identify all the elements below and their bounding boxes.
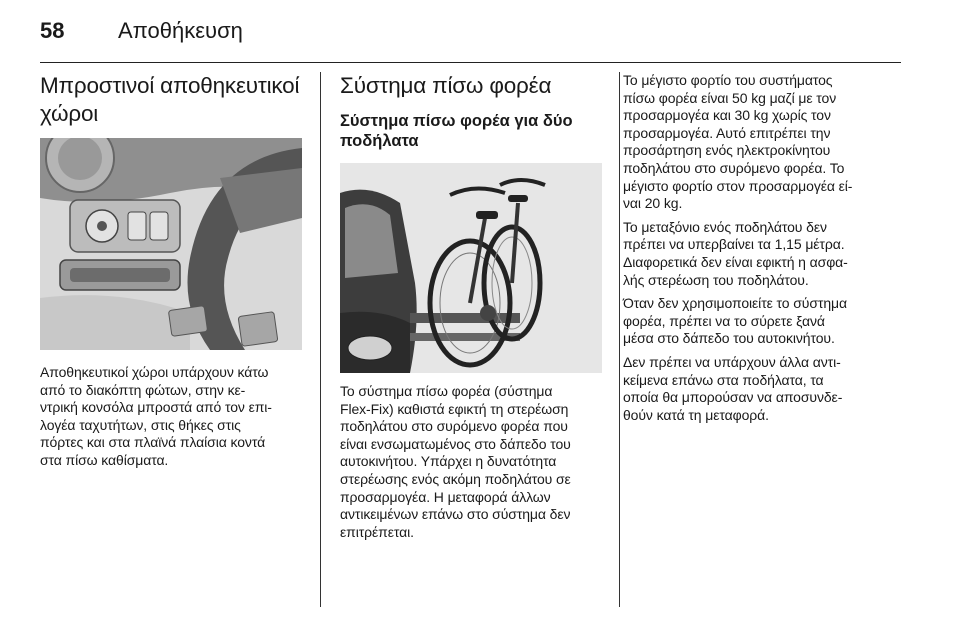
text-line: Το μεταξόνιο ενός ποδηλάτου δεν bbox=[623, 218, 827, 235]
text-line: ναι 20 kg. bbox=[623, 195, 683, 212]
column-carrier-details bbox=[623, 72, 903, 430]
text-line: φορέα, πρέπει να το σύρετε ξανά bbox=[623, 312, 825, 329]
text-line: πόρτες και στα πλαϊνά πλαίσια κοντά bbox=[40, 434, 266, 451]
text-line: κείμενα επάνω στα ποδήλατα, τα bbox=[623, 371, 824, 388]
heading-line: ποδήλατα bbox=[340, 132, 419, 150]
bike-carrier-illustration bbox=[340, 163, 602, 373]
text-line: μέσα στο δάπεδο του αυτοκινήτου. bbox=[623, 330, 835, 347]
loose-objects-paragraph bbox=[623, 354, 903, 424]
header-divider bbox=[40, 62, 901, 63]
text-line: θούν κατά τη μεταφορά. bbox=[623, 406, 769, 423]
text-line: πίσω φορέα είναι 50 kg μαζί με τον bbox=[623, 89, 837, 106]
wheelbase-paragraph bbox=[623, 219, 903, 289]
text-line: αυτοκινήτου. Υπάρχει η δυνατότητα bbox=[340, 453, 557, 470]
text-line: Διαφορετικά δεν είναι εφικτή η ασφα- bbox=[623, 253, 848, 270]
max-load-paragraph bbox=[623, 72, 903, 213]
rear-carrier-text bbox=[340, 383, 602, 541]
text-line: στερέωσης ενός ακόμη ποδηλάτου σε bbox=[340, 470, 571, 487]
front-storage-text bbox=[40, 364, 305, 470]
column-front-storage bbox=[40, 72, 305, 470]
text-line: Το μέγιστο φορτίο του συστήματος bbox=[623, 72, 833, 88]
text-line: λής στερέωση του ποδηλάτου. bbox=[623, 271, 809, 288]
page-header bbox=[40, 18, 920, 58]
running-title: Αποθήκευση bbox=[118, 18, 243, 43]
text-line: ντρική κονσόλα μπροστά από τον επι- bbox=[40, 399, 272, 416]
text-line: οποία θα μπορούσαν να αποσυνδε- bbox=[623, 389, 843, 406]
retract-paragraph bbox=[623, 295, 903, 348]
column-divider-2 bbox=[619, 72, 620, 607]
text-line: πρέπει να υπερβαίνει τα 1,15 μέτρα. bbox=[623, 236, 845, 253]
text-line: ποδηλάτου στο συρόμενο φορέα που bbox=[340, 418, 568, 435]
text-line: επιτρέπεται. bbox=[340, 523, 414, 540]
heading-line: χώροι bbox=[40, 101, 99, 126]
column-rear-carrier bbox=[340, 72, 602, 541]
text-line: λογέα ταχυτήτων, στις θήκες στις bbox=[40, 416, 241, 433]
page-number: 58 bbox=[40, 18, 65, 43]
dashboard-storage-illustration bbox=[40, 138, 302, 350]
section-heading-rear-carrier: Σύστημα πίσω φορέα bbox=[340, 73, 552, 98]
text-line: από το διακόπτη φώτων, στην κε- bbox=[40, 381, 246, 398]
text-line: προσαρμογέα και 30 kg χωρίς τον bbox=[623, 107, 831, 124]
column-divider-1 bbox=[320, 72, 321, 607]
text-line: ποδηλάτου στο συρόμενο φορέα. Το bbox=[623, 159, 845, 176]
text-line: προσάρτηση ενός ηλεκτροκίνητου bbox=[623, 142, 831, 159]
heading-line: Σύστημα πίσω φορέα για δύο bbox=[340, 112, 573, 130]
text-line: Όταν δεν χρησιμοποιείτε το σύστημα bbox=[623, 295, 847, 312]
text-line: Το σύστημα πίσω φορέα (σύστημα bbox=[340, 383, 553, 399]
text-line: προσαρμογέα. Η μεταφορά άλλων bbox=[340, 488, 551, 505]
text-line: αντικειμένων επάνω στο σύστημα δεν bbox=[340, 506, 571, 523]
text-line: προσαρμογέα. Αυτό επιτρέπει την bbox=[623, 124, 831, 141]
subsection-heading bbox=[340, 111, 602, 151]
text-line: μέγιστο φορτίο στον προσαρμογέα εί- bbox=[623, 177, 853, 194]
text-line: Flex-Fix) καθιστά εφικτή τη στερέωση bbox=[340, 400, 569, 417]
text-line: στα πίσω καθίσματα. bbox=[40, 451, 169, 468]
text-line: Αποθηκευτικοί χώροι υπάρχουν κάτω bbox=[40, 364, 269, 380]
text-line: είναι ενσωματωμένος στο δάπεδο του bbox=[340, 435, 571, 452]
text-line: Δεν πρέπει να υπάρχουν άλλα αντι- bbox=[623, 353, 841, 370]
section-heading-front-storage bbox=[40, 72, 305, 128]
heading-line: Μπροστινοί αποθηκευτικοί bbox=[40, 73, 300, 98]
